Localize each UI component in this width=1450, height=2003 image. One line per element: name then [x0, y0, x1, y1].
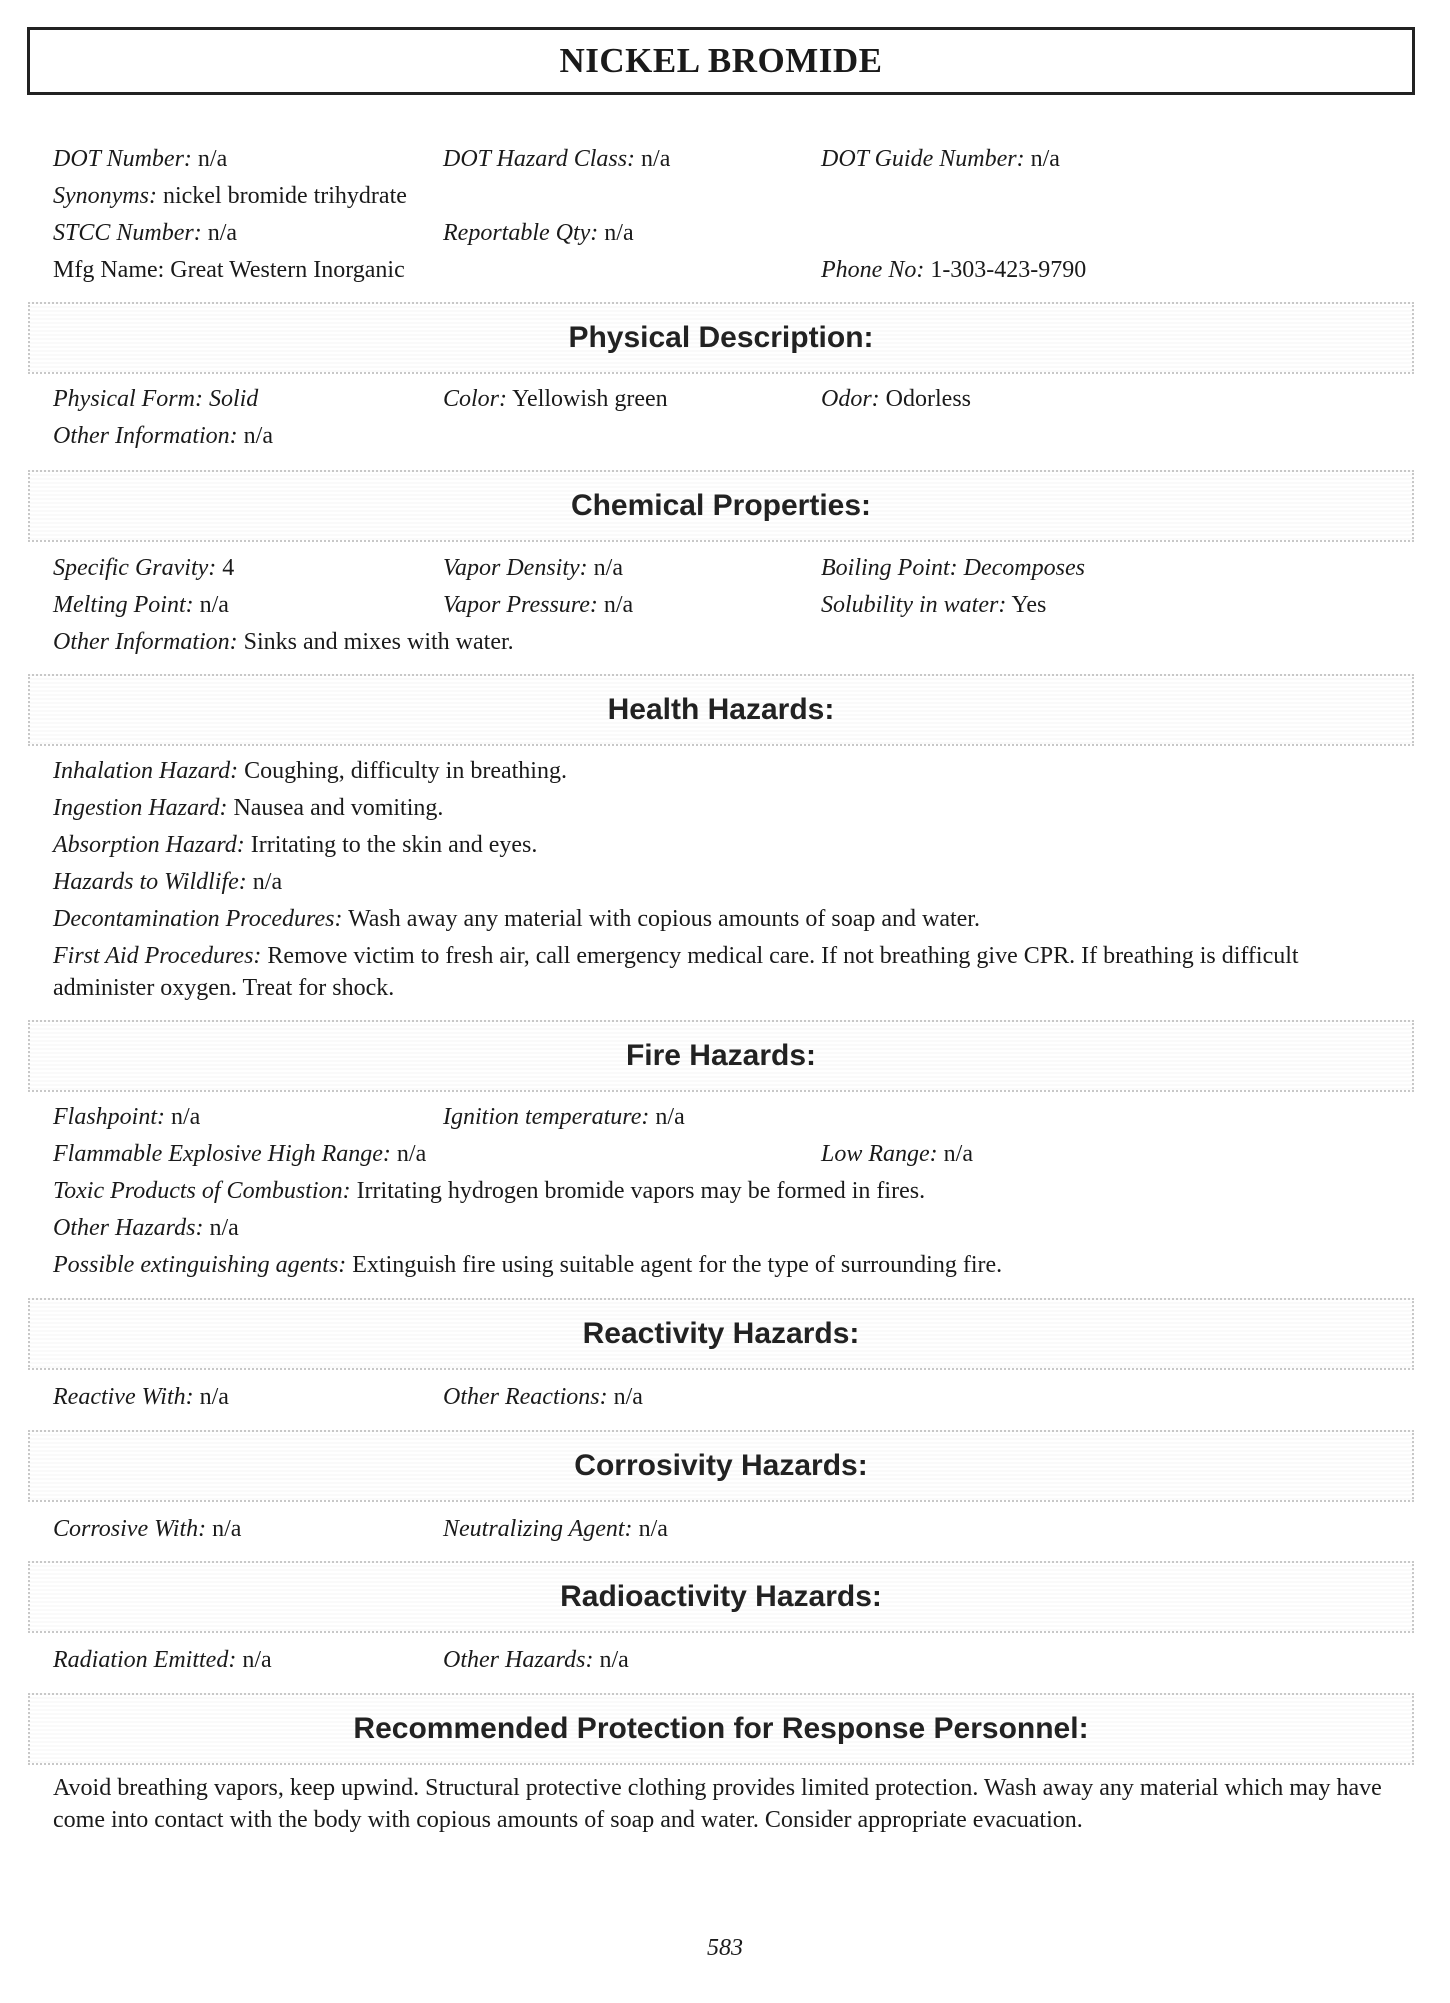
mfg-name-field: Mfg Name: Great Western Inorganic [53, 257, 405, 283]
dot-hazard-class-field: DOT Hazard Class: n/a [443, 146, 671, 172]
decontamination-field: Decontamination Procedures: Wash away any material with copious amounts of soap and water. [53, 906, 980, 932]
ignition-temperature-field: Ignition temperature: n/a [443, 1104, 685, 1130]
inhalation-hazard-field: Inhalation Hazard: Coughing, difficulty in breathing. [53, 758, 567, 784]
other-reactions-field: Other Reactions: n/a [443, 1384, 643, 1410]
inhalation-row [0, 754, 1450, 788]
page-title: NICKEL BROMIDE [559, 41, 883, 80]
melting-point-field: Melting Point: n/a [53, 592, 229, 618]
boiling-point-field: Boiling Point: Decomposes [821, 555, 1085, 581]
section-heading: Recommended Protection for Response Personnel: [353, 1712, 1089, 1745]
section-heading: Chemical Properties: [570, 489, 872, 522]
section-heading: Fire Hazards: [625, 1039, 817, 1072]
radiation-emitted-field: Radiation Emitted: n/a [53, 1647, 272, 1673]
wildlife-row [0, 865, 1450, 899]
radio-other-hazards-field: Other Hazards: n/a [443, 1647, 629, 1673]
fire-row-2 [0, 1137, 1450, 1171]
fire-hazards-header [28, 1020, 1414, 1092]
synonyms-field: Synonyms: nickel bromide trihydrate [53, 183, 407, 209]
fire-row-5 [0, 1248, 1450, 1282]
decontamination-row [0, 902, 1450, 936]
first-aid-paragraph: First Aid Procedures: Remove victim to fresh air, call emergency medical care. If not breathing give CPR. If breathing is difficult administer oxygen. Treat for shock. [53, 943, 1299, 1001]
extinguishing-agents-field: Possible extinguishing agents: Extinguish fire using suitable agent for the type of surrounding fire. [53, 1252, 1003, 1278]
reactive-with-field: Reactive With: n/a [53, 1384, 229, 1410]
section-heading: Corrosivity Hazards: [574, 1449, 868, 1482]
section-heading: Health Hazards: [607, 693, 835, 726]
chemical-row-1 [0, 551, 1450, 585]
fire-other-hazards-field: Other Hazards: n/a [53, 1215, 239, 1241]
low-range-field: Low Range: n/a [821, 1141, 973, 1167]
chemical-row-3 [0, 625, 1450, 659]
dot-number-field: DOT Number: n/a [53, 146, 228, 172]
health-hazards-header [28, 674, 1414, 746]
absorption-hazard-field: Absorption Hazard: Irritating to the skin and eyes. [53, 832, 538, 858]
odor-field: Odor: Odorless [821, 386, 971, 412]
header-row-4 [0, 253, 1450, 287]
phone-field: Phone No: 1-303-423-9790 [821, 257, 1087, 283]
solubility-field: Solubility in water: Yes [821, 592, 1047, 618]
section-heading: Reactivity Hazards: [582, 1317, 860, 1350]
corrosive-with-field: Corrosive With: n/a [53, 1516, 242, 1542]
physical-row-1 [0, 382, 1450, 416]
title-box [27, 27, 1415, 95]
section-heading: Physical Description: [568, 321, 874, 354]
page-number: 583 [707, 1935, 743, 1961]
reactivity-row [0, 1380, 1450, 1414]
protection-header [28, 1693, 1414, 1765]
color-field: Color: Yellowish green [443, 386, 668, 412]
vapor-density-field: Vapor Density: n/a [443, 555, 623, 581]
chemical-row-2 [0, 588, 1450, 622]
fire-row-3 [0, 1174, 1450, 1208]
header-row-1 [0, 142, 1450, 176]
reactivity-hazards-header [28, 1298, 1414, 1370]
wildlife-hazard-field: Hazards to Wildlife: n/a [53, 869, 283, 895]
section-heading: Radioactivity Hazards: [560, 1580, 882, 1613]
physical-other-info-field: Other Information: n/a [53, 423, 273, 449]
chemical-other-info-field: Other Information: Sinks and mixes with water. [53, 629, 514, 655]
chemical-properties-header [28, 470, 1414, 542]
neutralizing-agent-field: Neutralizing Agent: n/a [443, 1516, 668, 1542]
synonyms-row [0, 179, 1450, 213]
corrosivity-hazards-header [28, 1430, 1414, 1502]
toxic-products-field: Toxic Products of Combustion: Irritating hydrogen bromide vapors may be formed in fires. [53, 1178, 926, 1204]
flashpoint-field: Flashpoint: n/a [53, 1104, 201, 1130]
protection-paragraph: Avoid breathing vapors, keep upwind. Structural protective clothing provides limited protection. Wash away any material which may have come into contact with the body with copious amounts of soap and water. Consider appropriate evacuation. [53, 1775, 1382, 1833]
specific-gravity-field: Specific Gravity: 4 [53, 555, 235, 581]
stcc-number-field: STCC Number: n/a [53, 220, 238, 246]
dot-guide-number-field: DOT Guide Number: n/a [821, 146, 1060, 172]
physical-description-header [28, 302, 1414, 374]
ingestion-row [0, 791, 1450, 825]
physical-form-field: Physical Form: Solid [53, 386, 259, 412]
corrosivity-row [0, 1512, 1450, 1546]
vapor-pressure-field: Vapor Pressure: n/a [443, 592, 634, 618]
reportable-qty-field: Reportable Qty: n/a [443, 220, 634, 246]
ingestion-hazard-field: Ingestion Hazard: Nausea and vomiting. [53, 795, 444, 821]
fire-row-4 [0, 1211, 1450, 1245]
radioactivity-row [0, 1643, 1450, 1677]
high-range-field: Flammable Explosive High Range: n/a [53, 1141, 427, 1167]
absorption-row [0, 828, 1450, 862]
header-row-3 [0, 216, 1450, 250]
physical-row-2 [0, 419, 1450, 453]
radioactivity-hazards-header [28, 1561, 1414, 1633]
fire-row-1 [0, 1100, 1450, 1134]
